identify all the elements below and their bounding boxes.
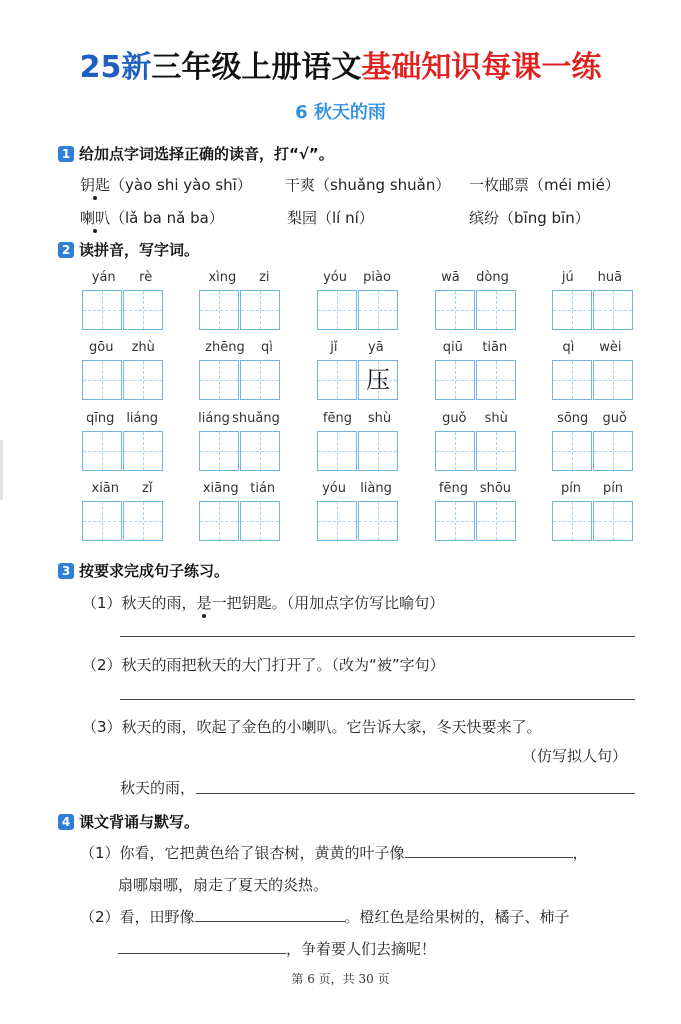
s4-q2-blank-2[interactable]	[118, 939, 286, 954]
writing-box[interactable]	[435, 501, 475, 541]
writing-box[interactable]	[593, 360, 633, 400]
pinyin-syllable: liáng	[126, 411, 158, 426]
written-character	[200, 432, 238, 470]
writing-box[interactable]	[552, 501, 592, 541]
writing-box[interactable]	[123, 290, 163, 330]
writing-box[interactable]	[123, 360, 163, 400]
s1-item-3	[469, 174, 620, 195]
written-character	[359, 432, 397, 470]
section-4-heading	[58, 811, 199, 832]
page-title	[0, 48, 681, 88]
s3-q1-text-a: 秋天的雨，	[121, 594, 197, 612]
written-character	[553, 291, 591, 329]
writing-box[interactable]	[435, 290, 475, 330]
s1-item-2-word: 干爽	[285, 176, 316, 194]
writing-box[interactable]	[358, 501, 398, 541]
written-character	[553, 502, 591, 540]
s1-item-5-options: （lí ní）	[317, 209, 374, 227]
written-character	[83, 432, 121, 470]
s4-q2-blank-1[interactable]	[195, 907, 345, 922]
written-character	[594, 502, 632, 540]
pinyin-syllable: shōu	[479, 481, 512, 496]
s4-q2a-end: 。橙红色是给果树的，橘子、柿子	[344, 908, 570, 926]
s1-item-1-word: 钥匙	[80, 176, 111, 194]
written-character	[318, 291, 356, 329]
s4-question-1b: 扇哪扇哪，扇走了夏天的炎热。	[118, 876, 329, 894]
pinyin-label	[80, 411, 164, 426]
written-character	[477, 291, 515, 329]
written-character	[594, 361, 632, 399]
s1-item-6-options: （bīng bīn）	[499, 209, 590, 227]
section-2-heading	[58, 239, 199, 260]
section-3-title: 按要求完成句子练习。	[79, 562, 230, 580]
writing-box[interactable]	[358, 431, 398, 471]
pinyin-syllable: wèi	[599, 340, 622, 355]
pinyin-label	[315, 481, 399, 496]
writing-box[interactable]	[593, 501, 633, 541]
writing-box[interactable]	[476, 290, 516, 330]
written-character	[83, 361, 121, 399]
s4-question-1a	[80, 842, 588, 863]
s1-item-6	[469, 207, 590, 228]
written-character	[477, 361, 515, 399]
written-character	[124, 502, 162, 540]
pinyin-syllable: yán	[91, 270, 116, 285]
writing-box[interactable]	[123, 431, 163, 471]
writing-box[interactable]	[82, 431, 122, 471]
pinyin-label	[433, 270, 517, 285]
written-character	[436, 502, 474, 540]
writing-box[interactable]	[317, 290, 357, 330]
pinyin-label	[80, 340, 164, 355]
s4-question-2b	[118, 938, 436, 959]
section-3-badge: 3	[58, 563, 74, 579]
written-character	[241, 361, 279, 399]
writing-box[interactable]	[199, 290, 239, 330]
s4-q2b-end: ，争着要人们去摘呢！	[286, 940, 437, 958]
written-character	[318, 432, 356, 470]
written-character	[359, 502, 397, 540]
pinyin-syllable: yóu	[323, 270, 347, 285]
pinyin-label	[315, 411, 399, 426]
writing-box[interactable]	[199, 431, 239, 471]
written-character	[200, 502, 238, 540]
written-character	[200, 361, 238, 399]
writing-box[interactable]	[82, 501, 122, 541]
writing-box[interactable]	[476, 501, 516, 541]
writing-box[interactable]	[358, 360, 398, 400]
written-character	[553, 432, 591, 470]
s1-item-2-options: （shuǎng shuǎn）	[315, 176, 451, 194]
written-character	[553, 361, 591, 399]
s1-item-1	[80, 174, 252, 195]
written-character	[241, 432, 279, 470]
written-character	[200, 291, 238, 329]
page-footer: 第 6 页，共 30 页	[291, 972, 390, 986]
pinyin-syllable: fēng	[438, 481, 468, 496]
written-character	[594, 432, 632, 470]
pinyin-syllable: zhēng	[205, 340, 245, 355]
pinyin-label	[197, 270, 281, 285]
pinyin-label	[197, 340, 281, 355]
written-character	[477, 502, 515, 540]
writing-box[interactable]	[593, 290, 633, 330]
written-character	[241, 291, 279, 329]
pinyin-syllable: zhù	[131, 340, 155, 355]
section-1-title: 给加点字词选择正确的读音，打“√”。	[79, 145, 334, 163]
title-part-red: 基础知识每课一练	[361, 50, 602, 85]
pinyin-syllable: qì	[260, 340, 273, 355]
page-edge-mark	[0, 440, 3, 500]
writing-box[interactable]	[476, 431, 516, 471]
section-4-title: 课文背诵与默写。	[79, 813, 200, 831]
s1-item-4	[80, 207, 224, 228]
pinyin-syllable: piào	[363, 270, 391, 285]
pinyin-label	[315, 270, 399, 285]
writing-box[interactable]	[240, 431, 280, 471]
s3-q1-answer-line[interactable]	[120, 636, 635, 637]
written-character	[83, 502, 121, 540]
section-2-badge: 2	[58, 242, 74, 258]
pinyin-syllable: huā	[597, 270, 623, 285]
pinyin-syllable: dòng	[476, 270, 509, 285]
pinyin-syllable: sōng	[557, 411, 589, 426]
written-character	[436, 361, 474, 399]
pinyin-label	[433, 411, 517, 426]
s4-q1a-end: ，	[572, 844, 588, 862]
writing-box[interactable]	[123, 501, 163, 541]
writing-box[interactable]	[435, 360, 475, 400]
writing-box[interactable]	[476, 360, 516, 400]
writing-box[interactable]	[199, 360, 239, 400]
written-character	[83, 291, 121, 329]
pinyin-syllable: guǒ	[602, 411, 627, 426]
written-character	[124, 291, 162, 329]
pinyin-label	[80, 481, 164, 496]
pinyin-syllable: yóu	[322, 481, 346, 496]
s1-item-6-word: 缤纷	[469, 209, 500, 227]
s3-q3-answer-line[interactable]	[196, 793, 635, 794]
written-character	[436, 432, 474, 470]
s4-q1-blank[interactable]	[405, 843, 573, 858]
s3-q1-dotted-word: 是	[196, 594, 212, 612]
pinyin-syllable: shù	[484, 411, 508, 426]
written-character	[477, 432, 515, 470]
written-character	[359, 291, 397, 329]
s1-item-2	[285, 174, 450, 195]
pinyin-label	[550, 481, 634, 496]
pinyin-syllable: yā	[368, 340, 384, 355]
writing-box[interactable]	[435, 431, 475, 471]
pinyin-label	[315, 340, 399, 355]
pinyin-syllable: zǐ	[142, 481, 153, 496]
written-character	[594, 291, 632, 329]
writing-box[interactable]	[317, 431, 357, 471]
s1-item-5	[287, 207, 374, 228]
written-character	[124, 361, 162, 399]
writing-box[interactable]	[240, 501, 280, 541]
s3-question-3: （3）秋天的雨，吹起了金色的小喇叭。它告诉大家，冬天快要来了。	[82, 718, 542, 736]
pinyin-syllable: shuǎng	[232, 411, 280, 426]
s3-q2-answer-line[interactable]	[120, 699, 635, 700]
s3-q1-text-b: 一把钥匙。（用加点字仿写比喻句）	[211, 594, 445, 612]
section-1-badge: 1	[58, 146, 74, 162]
s3-question-1	[82, 592, 444, 613]
s1-item-4-word: 喇叭	[80, 209, 111, 227]
pinyin-syllable: wā	[441, 270, 460, 285]
writing-box[interactable]	[240, 290, 280, 330]
title-part-blue: 25新	[79, 50, 152, 85]
pinyin-label	[197, 481, 281, 496]
pinyin-label	[433, 481, 517, 496]
s1-item-5-word: 梨园	[287, 209, 318, 227]
s3-q3-hint: （仿写拟人句）	[522, 747, 628, 765]
s4-q2a-text: （2）看，田野像	[80, 908, 195, 926]
s4-question-2a	[80, 906, 570, 927]
pinyin-syllable: tián	[250, 481, 276, 496]
pinyin-syllable: xiān	[91, 481, 120, 496]
pinyin-syllable: xìng	[208, 270, 237, 285]
written-character	[436, 291, 474, 329]
lesson-title: 6 秋天的雨	[295, 102, 386, 123]
writing-box[interactable]	[199, 501, 239, 541]
s1-item-4-options: （lǎ ba nǎ ba）	[110, 209, 224, 227]
written-character	[124, 432, 162, 470]
pinyin-syllable: qīng	[85, 411, 115, 426]
written-character: 压	[366, 366, 390, 394]
pinyin-syllable: shù	[367, 411, 392, 426]
pinyin-syllable: fēng	[322, 411, 352, 426]
pinyin-syllable: jǐ	[330, 340, 338, 355]
writing-box[interactable]	[240, 360, 280, 400]
pinyin-syllable: rè	[139, 270, 153, 285]
s1-item-3-word: 一枚邮票	[469, 176, 530, 194]
s3-question-2: （2）秋天的雨把秋天的大门打开了。（改为“被”字句）	[82, 656, 445, 674]
pinyin-syllable: liàng	[360, 481, 392, 496]
s4-q1a-text: （1）你看，它把黄色给了银杏树，黄黄的叶子像	[80, 844, 405, 862]
writing-box[interactable]	[593, 431, 633, 471]
pinyin-syllable: pín	[560, 481, 582, 496]
pinyin-label	[80, 270, 164, 285]
pinyin-label	[550, 411, 634, 426]
written-character	[318, 502, 356, 540]
pinyin-label	[433, 340, 517, 355]
writing-box[interactable]	[82, 290, 122, 330]
pinyin-syllable: guǒ	[442, 411, 467, 426]
writing-box[interactable]	[552, 360, 592, 400]
pinyin-syllable: jú	[561, 270, 574, 285]
s1-item-1-options: （yào shi yào shī）	[110, 176, 252, 194]
writing-box[interactable]	[552, 290, 592, 330]
pinyin-syllable: qì	[562, 340, 575, 355]
pinyin-syllable: xiāng	[202, 481, 239, 496]
pinyin-syllable: gōu	[89, 340, 114, 355]
pinyin-syllable: qiū	[442, 340, 463, 355]
section-4-badge: 4	[58, 814, 74, 830]
writing-box[interactable]	[552, 431, 592, 471]
section-2-title: 读拼音，写字词。	[79, 241, 200, 259]
section-3-heading	[58, 560, 229, 581]
s3-q1-number: （1）	[82, 594, 122, 612]
s3-q3-start: 秋天的雨，	[120, 779, 196, 797]
title-part-black: 三年级上册语文	[151, 50, 362, 85]
pinyin-syllable: tiān	[482, 340, 508, 355]
pinyin-syllable: pín	[602, 481, 624, 496]
written-character	[318, 361, 356, 399]
writing-box[interactable]	[82, 360, 122, 400]
pinyin-syllable: liáng	[198, 411, 230, 426]
writing-box[interactable]	[317, 360, 357, 400]
writing-box[interactable]	[317, 501, 357, 541]
pinyin-label	[197, 411, 281, 426]
pinyin-syllable: zi	[259, 270, 270, 285]
section-1-heading	[58, 143, 334, 164]
written-character	[241, 502, 279, 540]
writing-box[interactable]	[358, 290, 398, 330]
pinyin-label	[550, 340, 634, 355]
pinyin-label	[550, 270, 634, 285]
s1-item-3-options: （méi mié）	[529, 176, 620, 194]
